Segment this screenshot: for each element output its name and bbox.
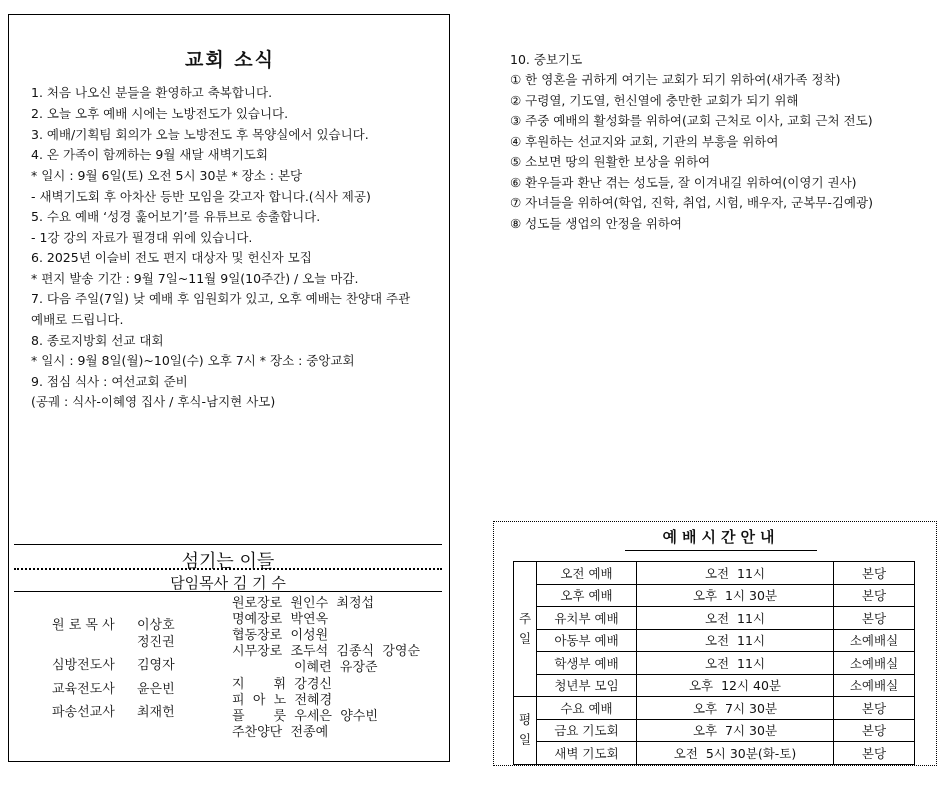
news-item: (공궤 : 식사-이혜영 집사 / 후식-남지현 사모) [31,394,276,409]
news-item: * 일시 : 9월 6일(토) 오전 5시 30분 * 장소 : 본당 [31,168,303,183]
staff-name: 정진권 [137,635,175,650]
news-title: 교회 소식 [184,49,276,71]
prayer-item: ① 한 영혼을 귀하게 여기는 교회가 되기 위하여(새가족 정착) [510,72,841,87]
servants-dotted-rule [14,568,442,570]
staff-name: 이상호 [137,618,175,633]
schedule-title: 예배시간안내 [662,528,780,546]
service-time: 오후 12시 40분 [637,674,834,697]
schedule-table [513,561,915,765]
news-item: 9. 점심 식사 : 여선교회 준비 [31,374,188,389]
prayer-item: ③ 주중 예배의 활성화를 위하여(교회 근처로 이사, 교회 근처 전도) [510,113,873,128]
service-place: 본당 [834,719,915,742]
weekday-label-text: 평 일 [518,712,532,748]
staff-line: 시무장로 조두석 김종식 강영순 [232,644,421,659]
table-row [514,674,915,697]
service-name: 청년부 모임 [537,674,637,697]
service-place: 소예배실 [834,629,915,652]
news-item: - 1강 강의 자료가 필경대 위에 있습니다. [31,230,253,245]
servants-top-rule [14,544,442,545]
staff-name: 김영자 [137,658,175,673]
news-item: 8. 종로지방회 선교 대회 [31,333,164,348]
table-row [514,629,915,652]
service-place: 본당 [834,562,915,585]
table-row [514,652,915,675]
prayer-item: ⑧ 성도들 생업의 안정을 위하여 [510,216,683,231]
staff-role: 원 로 목 사 [52,618,115,633]
staff-line: 명예장로 박연옥 [232,612,329,627]
staff-line: 주찬양단 전종예 [232,725,329,740]
staff-line: 플 룻 우세은 양수빈 [232,709,378,724]
service-time: 오후 1시 30분 [637,584,834,607]
news-item: - 새벽기도회 후 아차산 등반 모임을 갖고자 합니다.(식사 제공) [31,189,371,204]
service-time: 오후 7시 30분 [637,719,834,742]
table-row [514,697,915,720]
sunday-label [514,562,537,697]
service-name: 유치부 예배 [537,607,637,630]
news-item: 4. 온 가족이 함께하는 9월 새달 새벽기도회 [31,147,268,162]
table-row [514,742,915,765]
news-item: 6. 2025년 이슬비 전도 편지 대상자 및 헌신자 모집 [31,250,312,265]
staff-line: 지 휘 강경신 [232,677,332,692]
prayer-title: 10. 중보기도 [510,52,583,67]
staff-role: 파송선교사 [52,705,115,720]
staff-line: 협동장로 이성원 [232,628,329,643]
prayer-item: ⑥ 환우들과 환난 겪는 성도들, 잘 이겨내길 위하여(이영기 권사) [510,175,857,190]
service-place: 본당 [834,697,915,720]
prayer-item: ② 구령열, 기도열, 헌신열에 충만한 교회가 되기 위해 [510,93,799,108]
schedule-title-rule [625,550,817,551]
news-item: 5. 수요 예배 ‘성경 훑어보기’를 유튜브로 송출합니다. [31,209,321,224]
table-row [514,719,915,742]
staff-name: 윤은빈 [137,682,175,697]
weekday-label [514,697,537,765]
staff-line: 피 아 노 전혜경 [232,693,333,708]
service-place: 소예배실 [834,652,915,675]
staff-name: 최재헌 [137,705,175,720]
service-place: 본당 [834,607,915,630]
service-name: 새벽 기도회 [537,742,637,765]
service-time: 오전 5시 30분(화-토) [637,742,834,765]
prayer-item: ④ 후원하는 선교지와 교회, 기관의 부흥을 위하여 [510,134,779,149]
service-time: 오전 11시 [637,652,834,675]
prayer-item: ⑦ 자녀들을 위하여(학업, 진학, 취업, 시험, 배우자, 군복무-김예광) [510,195,873,210]
staff-role: 심방전도사 [52,658,115,673]
servants-title: 섬기는 이들 [181,551,275,572]
news-item: 2. 오늘 오후 예배 시에는 노방전도가 있습니다. [31,106,289,121]
service-time: 오전 11시 [637,629,834,652]
service-place: 본당 [834,584,915,607]
service-name: 학생부 예배 [537,652,637,675]
service-place: 소예배실 [834,674,915,697]
table-row [514,607,915,630]
news-item: 7. 다음 주일(7일) 낮 예배 후 임원회가 있고, 오후 예배는 찬양대 주관 [31,291,411,306]
news-item: 1. 처음 나오신 분들을 환영하고 축복합니다. [31,85,273,100]
service-place: 본당 [834,742,915,765]
service-name: 오후 예배 [537,584,637,607]
prayer-item: ⑤ 소보면 땅의 원활한 보상을 위하여 [510,154,711,169]
staff-line: 원로장로 원인수 최정섭 [232,596,375,611]
service-name: 오전 예배 [537,562,637,585]
service-name: 아동부 예배 [537,629,637,652]
staff-line: 이혜련 유장준 [232,660,378,675]
table-row [514,584,915,607]
service-time: 오전 11시 [637,562,834,585]
service-name: 금요 기도회 [537,719,637,742]
staff-role: 교육전도사 [52,682,115,697]
news-item: * 일시 : 9월 8일(월)~10일(수) 오후 7시 * 장소 : 중앙교회 [31,353,355,368]
service-time: 오전 11시 [637,607,834,630]
head-pastor: 담임목사 김 기 수 [170,574,286,592]
service-name: 수요 예배 [537,697,637,720]
news-item: * 편지 발송 기간 : 9월 7일~11월 9일(10주간) / 오늘 마감. [31,271,359,286]
news-item: 예배로 드립니다. [31,312,124,327]
head-pastor-rule [14,591,442,592]
news-item: 3. 예배/기획팀 회의가 오늘 노방전도 후 목양실에서 있습니다. [31,127,369,142]
service-time: 오후 7시 30분 [637,697,834,720]
sunday-label-text: 주 일 [518,611,532,646]
table-row [514,562,915,585]
